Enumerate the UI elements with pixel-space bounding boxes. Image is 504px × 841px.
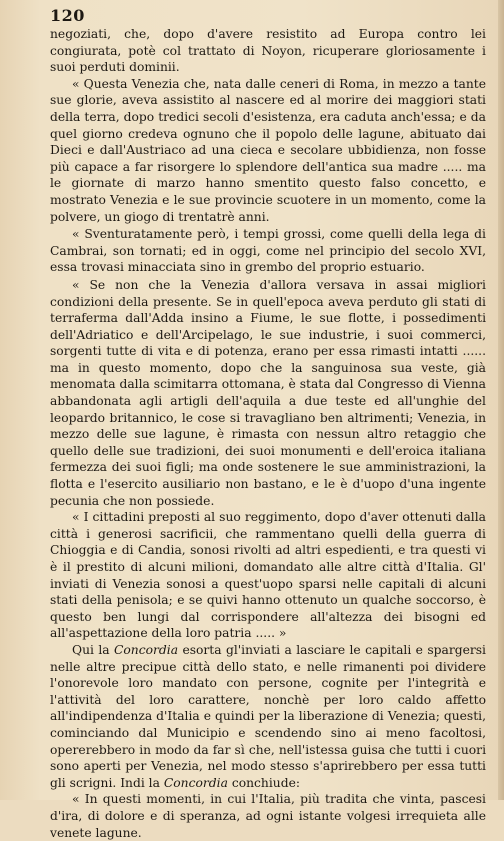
page-text — [50, 26, 486, 841]
paragraph-quote-conditions: « Se non che la Venezia d'allora versava in assai migliori condizioni della presente. Se in quell'epoca aveva perduto gli stati di terraferma dall'Adda insino a Fiume, le sue flotte, i possedimenti dell'Adriatico e dell'Arcipelago, le sue industrie, i suoi commerci, sorgenti tutte di vita e di potenza, erano per essa rimasti intatti ...... ma in questo momento, dopo che la sanguinosa sua veste, già menomata dalla scimitarra ottomana, è stata dal Congresso di Vienna abbandonata agli artigli dell'aquila a due teste ed all'unghie del leopardo britannico, le cose si travagliano ben altrimenti; Venezia, in mezzo delle sue lagune, è rimasta con nessun altro retaggio che quello delle sue tradizioni, dei suoi monumenti e dell'eroica italiana fermezza dei suoi figli; ma onde sostenere le sue amministrazioni, la flotta e l'esercito ausiliario non bastano, e le è d'uopo d'una ingente pecunia che non possiede. — [50, 277, 486, 508]
paragraph-quote-cambrai: « Sventuratamente però, i tempi grossi, come quelli della lega di Cambrai, son tornati; ed in oggi, come nel principio del secolo XVI, essa trovasi minacciata sino in grembo del proprio estuario. — [50, 227, 486, 275]
paragraph-quote-venice: « Questa Venezia che, nata dalle ceneri di Roma, in mezzo a tante sue glorie, aveva assistito al nascere ed al morire dei maggiori stati della terra, dopo tredici secoli d'esistenza, era caduta anch'essa; e da quel giorno credeva ognuno che il popolo delle lagune, abituato dai Dieci e dall'Austriaco ad una cieca e secolare ubbidienza, non fosse più capace a far risorgere lo splendore dell'antica sua madre ..... ma le giornate di marzo hanno smentito questo falso concetto, e mostrato Venezia e le sue provincie scuotere in un momento, come la polvere, un giogo di trentatrè anni. — [50, 76, 486, 224]
page-edge-shadow — [498, 0, 504, 800]
paragraph-quote-final: « In questi momenti, in cui l'Italia, più tradita che vinta, pascesi d'ira, di dolore e di speranza, ad ogni istante volgesi irrequieta alle venete lagune. — [50, 792, 486, 840]
page-number: 120 — [50, 6, 85, 25]
paragraph-continuation: negoziati, che, dopo d'avere resistito ad Europa contro lei congiurata, potè col trattato di Noyon, ricuperare gloriosamente i suoi perduti dominii. — [50, 27, 486, 75]
newspaper-title: Concordia — [163, 775, 228, 790]
paragraph-concordia: Qui la Concordia esorta gl'inviati a lasciare le capitali e spargersi nelle altre precipue città dello stato, e nelle rimanenti poi dividere l'onorevole loro mandato con persone, cognite per l'integrità e l'attività del loro carattere, nonchè per loro caldo affetto all'indipendenza d'Italia e quindi per la liberazione di Venezia; questi, cominciando dal Municipio e scendendo sino ai meno facoltosi, opererebbero in modo da far sì che, nell'istessa guisa che tutti i cuori sono aperti per Venezia, nel modo stesso s'aprirebbero per essa tutti gli scrigni. Indi la Concordia conchiude: — [50, 642, 486, 790]
newspaper-title: Concordia — [114, 642, 179, 657]
paragraph-quote-citizens: « I cittadini preposti al suo reggimento, dopo d'aver ottenuti dalla città i generosi sacrificii, che rammentano quelli della guerra di Chioggia e di Candia, sonosi rivolti ad altri espedienti, e tra questi vi è il prestito di alcuni milioni, domandato alle altre città d'Italia. Gl' inviati di Venezia sonosi a quest'uopo sparsi nelle capitali di alcuni stati della penisola; e se quivi hanno ottenuto un qualche soccorso, è questo ben lungi dal corrispondere all'altezza dei bisogni ed all'aspettazione della loro patria ..... » — [50, 510, 486, 641]
